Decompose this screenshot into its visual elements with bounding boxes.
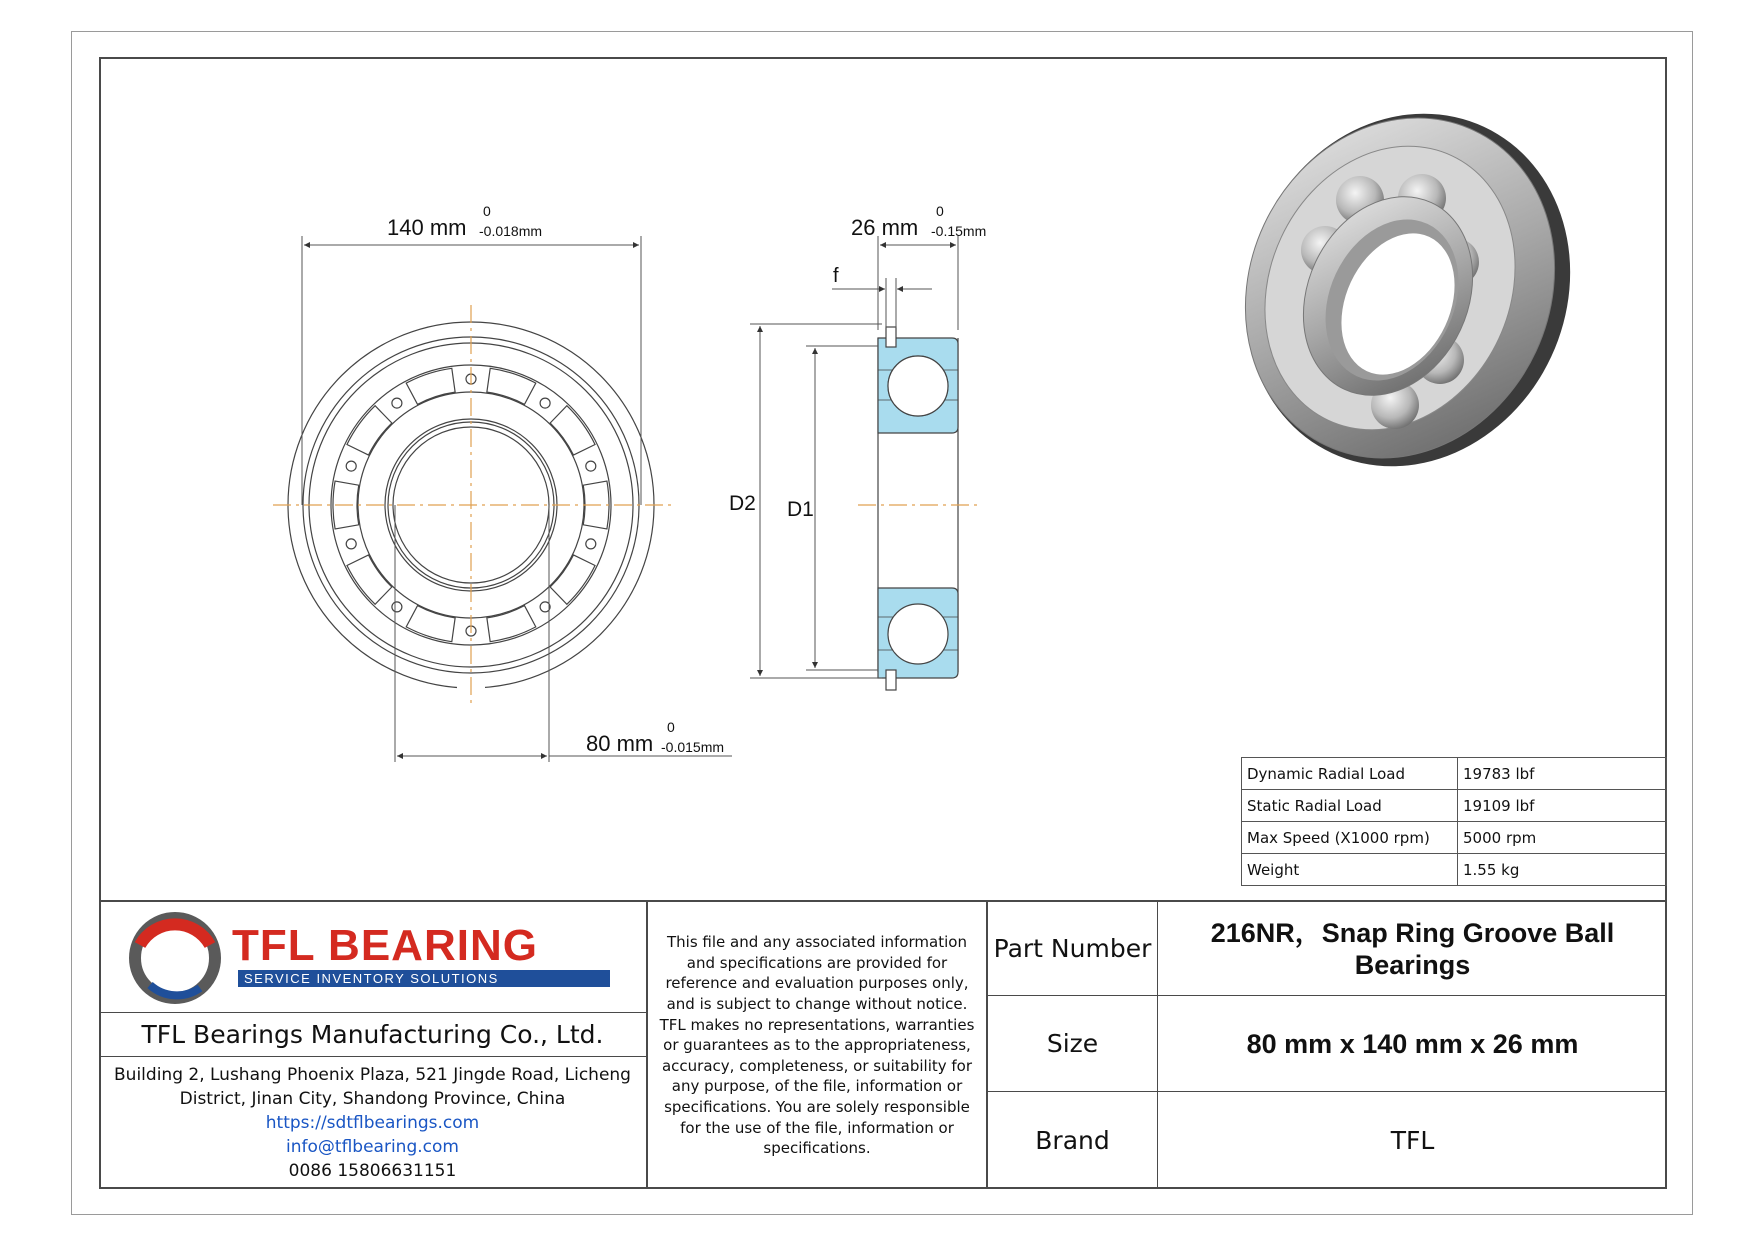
cage-pocket — [406, 368, 455, 404]
f-label: f — [833, 265, 839, 287]
cage-pocket — [550, 555, 595, 604]
d2-label: D2 — [729, 492, 756, 515]
cage-pocket — [550, 406, 595, 455]
bore-upper-tol: 0 — [667, 719, 675, 735]
company-contact — [99, 1057, 646, 1189]
d1-label: D1 — [787, 498, 814, 521]
logo-tagline: SERVICE INVENTORY SOLUTIONS — [244, 971, 499, 986]
cage-rivet — [346, 539, 356, 549]
address-line-2: District, Jinan City, Shandong Province, China — [179, 1089, 566, 1109]
outer-diameter-value: 140 mm — [387, 215, 467, 240]
size-value: 80 mm x 140 mm x 26 mm — [1246, 1028, 1579, 1059]
width-lower-tol: -0.15mm — [931, 223, 987, 239]
spec-label: Weight — [1242, 854, 1458, 886]
bearing-3d-render — [1189, 60, 1628, 520]
part-number-value: 216NR，Snap Ring Groove Ball Bearings — [1210, 917, 1615, 980]
width-upper-tol: 0 — [936, 203, 944, 219]
website-link[interactable]: https://sdtflbearings.com — [265, 1113, 480, 1133]
bore-lower-tol: -0.015mm — [661, 739, 725, 755]
brand-label: Brand — [1035, 1126, 1110, 1155]
cage-pocket — [347, 555, 392, 604]
d2-dimension — [750, 324, 882, 678]
cage-pocket — [347, 406, 392, 455]
spec-label: Max Speed (X1000 rpm) — [1242, 822, 1458, 854]
f-dimension — [832, 278, 932, 328]
spec-label: Static Radial Load — [1242, 790, 1458, 822]
d1-dimension — [806, 346, 878, 670]
spec-row — [1242, 854, 1667, 886]
spec-value: 5000 rpm — [1458, 822, 1667, 854]
cage-pocket — [487, 368, 536, 404]
disclaimer-text: This file and any associated information and specifications are provided for reference and evaluation purposes only, and is subject to change without notice. TFL makes no representations, warranties or guarantees as to the appropriateness, accuracy, completeness, or suitability for any purpose, of the file, information or specifications. You are solely responsible for the use of the file, information or specifications. — [659, 933, 975, 1158]
brand-value: TFL — [1390, 1126, 1435, 1155]
address-line-1: Building 2, Lushang Phoenix Plaza, 521 Jingde Road, Licheng — [114, 1065, 631, 1085]
bottom-snap-ring — [886, 670, 896, 690]
cage-pocket — [406, 606, 455, 642]
spec-row — [1242, 758, 1667, 790]
cage-rivet — [540, 398, 550, 408]
cage-rivet — [392, 602, 402, 612]
outer-diameter-lower-tol: -0.018mm — [479, 223, 543, 239]
width-dimension — [878, 236, 958, 330]
email-link[interactable]: info@tflbearing.com — [286, 1137, 459, 1157]
bore-dimension — [395, 505, 732, 762]
cage-rivet — [586, 539, 596, 549]
bore-value: 80 mm — [586, 731, 654, 756]
side-view — [878, 327, 958, 690]
spec-value: 19109 lbf — [1458, 790, 1667, 822]
logo-name: TFL BEARING — [232, 921, 538, 970]
spec-value: 1.55 kg — [1458, 854, 1667, 886]
spec-table — [1241, 757, 1667, 886]
cage-rivet — [586, 461, 596, 471]
top-snap-ring — [886, 327, 896, 347]
spec-row — [1242, 822, 1667, 854]
part-number-label: Part Number — [993, 934, 1152, 963]
spec-label: Dynamic Radial Load — [1242, 758, 1458, 790]
spec-row — [1242, 790, 1667, 822]
phone-number: 0086 15806631151 — [288, 1161, 457, 1181]
size-label: Size — [1046, 1029, 1099, 1058]
cage-rivet — [346, 461, 356, 471]
outer-diameter-upper-tol: 0 — [483, 203, 491, 219]
spec-value: 19783 lbf — [1458, 758, 1667, 790]
width-value: 26 mm — [851, 215, 919, 240]
cage-pocket — [487, 606, 536, 642]
company-name: TFL Bearings Manufacturing Co., Ltd. — [141, 1020, 604, 1049]
cage-rivet — [392, 398, 402, 408]
bottom-ball — [888, 604, 948, 664]
